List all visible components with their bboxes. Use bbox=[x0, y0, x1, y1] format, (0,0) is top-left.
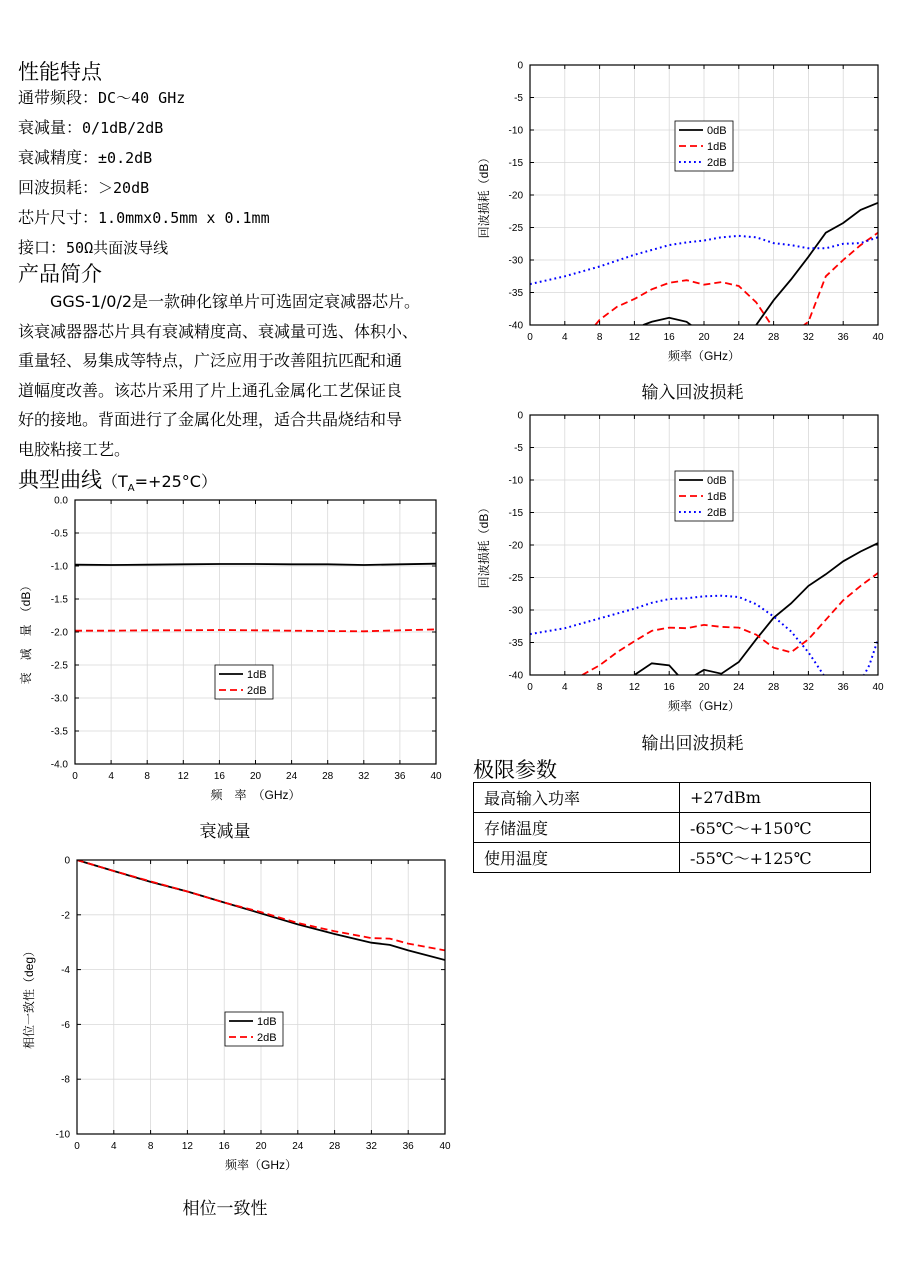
y-tick-label: 0.0 bbox=[54, 495, 68, 507]
legend bbox=[225, 1012, 283, 1046]
chart-input-return-loss bbox=[470, 55, 890, 374]
x-tick-label: 16 bbox=[218, 1141, 230, 1152]
limits-row bbox=[474, 843, 871, 873]
y-tick-label: -1.5 bbox=[50, 594, 68, 606]
limits-value: -55℃～+125℃ bbox=[680, 843, 871, 873]
feature-label: 接口： bbox=[18, 238, 67, 257]
feature-line bbox=[18, 83, 270, 113]
feature-value: 50Ω共面波导线 bbox=[66, 239, 169, 257]
intro-paragraph bbox=[18, 287, 448, 464]
series-line-2dB bbox=[75, 629, 436, 631]
legend bbox=[675, 471, 733, 521]
y-axis-label: 回波损耗（dB） bbox=[477, 501, 491, 589]
legend-label: 1dB bbox=[707, 141, 727, 153]
x-tick-label: 16 bbox=[663, 332, 675, 343]
x-tick-label: 28 bbox=[329, 1141, 341, 1152]
attenuation-svg bbox=[15, 490, 445, 810]
caption-input-return-loss: 输入回波损耗 bbox=[641, 383, 744, 403]
x-tick-label: 36 bbox=[394, 771, 406, 782]
y-tick-label: 0 bbox=[64, 855, 70, 867]
x-tick-label: 0 bbox=[74, 1141, 80, 1152]
feature-value: DC～40 GHz bbox=[98, 89, 186, 107]
x-tick-label: 32 bbox=[365, 1141, 377, 1152]
input-return-loss-svg bbox=[470, 55, 890, 370]
x-tick-label: 24 bbox=[286, 771, 298, 782]
intro-heading: 产品简介 bbox=[18, 262, 102, 286]
y-tick-label: -1.0 bbox=[50, 561, 68, 573]
x-tick-label: 40 bbox=[872, 682, 884, 693]
x-tick-label: 8 bbox=[144, 771, 150, 782]
feature-value: ±0.2dB bbox=[98, 149, 153, 167]
x-axis-label: 频率（GHz） bbox=[667, 349, 741, 363]
chart-phase bbox=[15, 850, 455, 1184]
x-tick-label: 32 bbox=[802, 332, 814, 343]
curves-title: 典型曲线 bbox=[18, 468, 102, 492]
phase-svg bbox=[15, 850, 455, 1180]
feature-value: ＞20dB bbox=[98, 179, 150, 197]
y-tick-label: -3.0 bbox=[50, 693, 68, 705]
x-tick-label: 24 bbox=[733, 682, 745, 693]
y-tick-label: -10 bbox=[508, 125, 523, 137]
limits-param: 使用温度 bbox=[474, 843, 680, 873]
x-tick-label: 24 bbox=[292, 1141, 304, 1152]
x-tick-label: 8 bbox=[596, 682, 603, 693]
x-tick-label: 0 bbox=[72, 771, 78, 782]
y-axis-label: 回波损耗（dB） bbox=[477, 151, 491, 239]
y-tick-label: -20 bbox=[508, 540, 523, 552]
series-line-1dB bbox=[582, 573, 878, 675]
legend-label: 2dB bbox=[247, 685, 267, 697]
y-tick-label: -2.5 bbox=[50, 660, 68, 672]
grid-lines bbox=[77, 860, 445, 1134]
series-line-0dB bbox=[634, 543, 878, 681]
limits-row bbox=[474, 783, 871, 813]
intro-line: 该衰减器器芯片具有衰减精度高、衰减量可选、体积小、 bbox=[18, 321, 419, 341]
x-tick-label: 20 bbox=[255, 1141, 267, 1152]
y-tick-label: -30 bbox=[508, 605, 523, 617]
y-tick-label: -6 bbox=[61, 1019, 70, 1031]
x-tick-label: 24 bbox=[733, 332, 745, 343]
y-tick-label: 0 bbox=[517, 410, 523, 422]
chart-output-return-loss bbox=[470, 405, 890, 724]
x-axis-label: 频 率 （GHz） bbox=[210, 788, 301, 802]
legend bbox=[675, 121, 733, 171]
x-tick-label: 20 bbox=[698, 682, 710, 693]
x-tick-label: 36 bbox=[837, 682, 849, 693]
x-tick-label: 0 bbox=[527, 682, 533, 693]
x-tick-label: 8 bbox=[596, 332, 603, 343]
intro-line: 重量轻、易集成等特点，广泛应用于改善阻抗匹配和通 bbox=[18, 351, 403, 370]
intro-line: 好的接地。背面进行了金属化处理，适合共晶烧结和导 bbox=[18, 410, 403, 429]
legend-label: 2dB bbox=[707, 157, 727, 169]
y-tick-label: -35 bbox=[508, 638, 523, 649]
grid-lines bbox=[75, 500, 436, 764]
x-tick-label: 40 bbox=[872, 332, 884, 343]
y-tick-label: -10 bbox=[55, 1129, 70, 1141]
x-tick-label: 16 bbox=[213, 771, 225, 782]
y-tick-label: -2 bbox=[61, 910, 70, 922]
x-axis-label: 频率（GHz） bbox=[667, 699, 741, 713]
intro-line: 道幅度改善。该芯片采用了片上通孔金属化工艺保证良 bbox=[18, 380, 403, 400]
curves-cond: $(T_A=+25^\circ C)$ bbox=[102, 472, 217, 495]
grid-lines bbox=[530, 415, 878, 675]
feature-label: 芯片尺寸： bbox=[18, 208, 99, 227]
x-tick-label: 12 bbox=[181, 1141, 193, 1152]
legend-label: 1dB bbox=[247, 669, 267, 681]
legend-label: 2dB bbox=[707, 507, 727, 519]
feature-line bbox=[18, 113, 270, 143]
x-tick-label: 12 bbox=[177, 771, 189, 782]
y-tick-label: -3.5 bbox=[50, 726, 68, 738]
y-axis-label: 衰 减 量 （dB） bbox=[19, 579, 33, 685]
x-tick-label: 16 bbox=[663, 682, 675, 693]
x-tick-label: 40 bbox=[430, 771, 442, 782]
x-tick-label: 32 bbox=[802, 682, 814, 693]
limits-row bbox=[474, 813, 871, 843]
x-tick-label: 12 bbox=[628, 332, 640, 343]
x-tick-label: 4 bbox=[562, 332, 568, 343]
feature-label: 通带频段： bbox=[18, 88, 99, 107]
y-tick-label: -40 bbox=[508, 670, 523, 682]
intro-line: GGS-1/0/2是一款砷化镓单片可选固定衰减器芯片。 bbox=[50, 292, 421, 311]
y-tick-label: -25 bbox=[508, 573, 523, 584]
limits-value: +27dBm bbox=[680, 783, 871, 813]
legend-label: 0dB bbox=[707, 125, 727, 137]
series-line-1dB bbox=[595, 233, 878, 332]
y-tick-label: -35 bbox=[508, 288, 523, 299]
limits-value: -65℃～+150℃ bbox=[680, 813, 871, 843]
features-heading: 性能特点 bbox=[18, 60, 102, 84]
x-tick-label: 0 bbox=[527, 332, 533, 343]
x-tick-label: 4 bbox=[111, 1141, 117, 1152]
y-tick-label: -8 bbox=[61, 1074, 70, 1086]
x-tick-label: 8 bbox=[147, 1141, 154, 1152]
x-tick-label: 36 bbox=[402, 1141, 414, 1152]
features-list bbox=[18, 83, 270, 263]
feature-label: 衰减量： bbox=[18, 118, 83, 137]
feature-line bbox=[18, 173, 270, 203]
intro-line: 电胶粘接工艺。 bbox=[18, 439, 131, 459]
x-tick-label: 32 bbox=[358, 771, 370, 782]
limits-heading: 极限参数 bbox=[473, 758, 557, 782]
x-tick-label: 12 bbox=[628, 682, 640, 693]
legend-label: 2dB bbox=[257, 1032, 277, 1044]
feature-line bbox=[18, 143, 270, 173]
x-tick-label: 20 bbox=[249, 771, 262, 782]
y-tick-label: 0 bbox=[517, 60, 523, 72]
y-tick-label: -10 bbox=[508, 475, 523, 487]
grid-lines bbox=[530, 65, 878, 325]
limits-param: 最高输入功率 bbox=[474, 783, 680, 813]
y-tick-label: -2.0 bbox=[50, 627, 68, 639]
legend-label: 0dB bbox=[707, 475, 727, 487]
feature-label: 回波损耗： bbox=[18, 178, 99, 197]
feature-line bbox=[18, 203, 270, 233]
y-tick-label: -30 bbox=[508, 255, 523, 267]
y-tick-label: -15 bbox=[508, 508, 523, 519]
feature-value: 0/1dB/2dB bbox=[82, 119, 164, 137]
x-tick-label: 36 bbox=[837, 332, 849, 343]
x-tick-label: 28 bbox=[768, 682, 780, 693]
legend-label: 1dB bbox=[257, 1016, 277, 1028]
limits-table bbox=[473, 782, 871, 873]
y-tick-label: -40 bbox=[508, 320, 523, 332]
y-tick-label: -25 bbox=[508, 223, 523, 234]
y-tick-label: -20 bbox=[508, 190, 523, 202]
output-return-loss-svg bbox=[470, 405, 890, 720]
y-tick-label: -5 bbox=[514, 443, 523, 454]
x-axis-label: 频率（GHz） bbox=[224, 1158, 298, 1172]
x-tick-label: 20 bbox=[698, 332, 710, 343]
series-line-1dB bbox=[75, 564, 436, 565]
limits-param: 存储温度 bbox=[474, 813, 680, 843]
x-tick-label: 40 bbox=[439, 1141, 451, 1152]
feature-value: 1.0mmx0.5mm x 0.1mm bbox=[98, 209, 270, 227]
caption-attenuation: 衰减量 bbox=[199, 822, 251, 842]
x-tick-label: 4 bbox=[108, 771, 114, 782]
y-axis-label: 相位一致性（deg） bbox=[22, 944, 36, 1050]
caption-output-return-loss: 输出回波损耗 bbox=[641, 734, 744, 754]
y-tick-label: -5 bbox=[514, 93, 523, 104]
x-tick-label: 4 bbox=[562, 682, 568, 693]
legend-label: 1dB bbox=[707, 491, 727, 503]
legend bbox=[215, 665, 273, 699]
x-tick-label: 28 bbox=[768, 332, 780, 343]
y-tick-label: -15 bbox=[508, 158, 523, 169]
y-tick-label: -4 bbox=[61, 965, 70, 977]
feature-label: 衰减精度： bbox=[18, 148, 99, 167]
x-tick-label: 28 bbox=[322, 771, 334, 782]
y-tick-label: -0.5 bbox=[50, 528, 68, 540]
caption-phase: 相位一致性 bbox=[182, 1199, 268, 1219]
chart-attenuation bbox=[15, 490, 445, 814]
y-tick-label: -4.0 bbox=[50, 759, 68, 771]
